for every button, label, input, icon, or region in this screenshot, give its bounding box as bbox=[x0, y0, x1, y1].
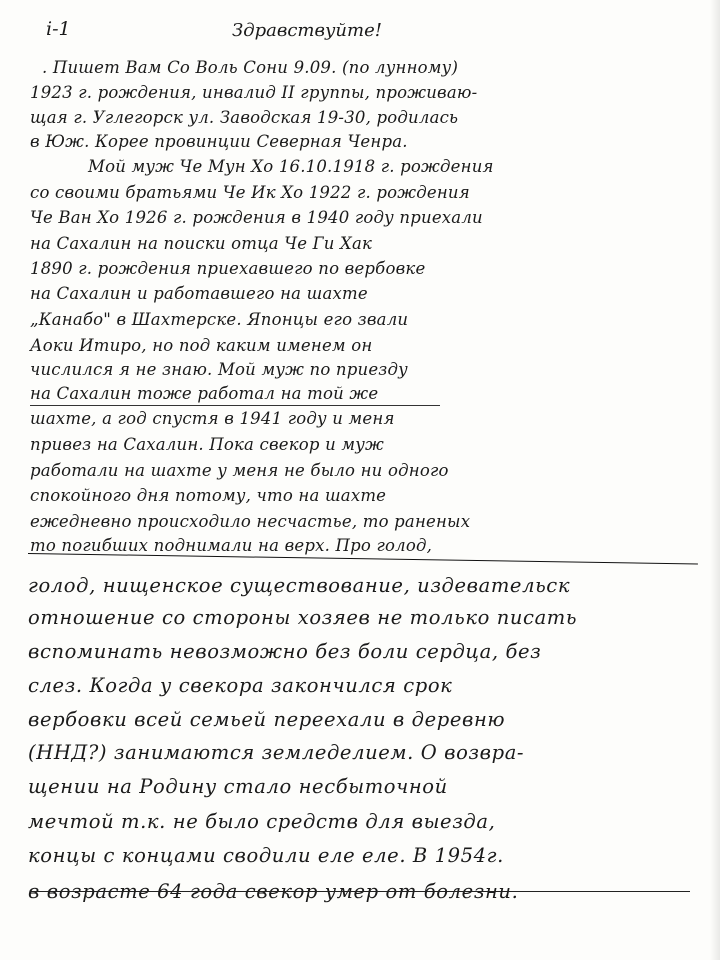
letter-line: Че Ван Хо 1926 г. рождения в 1940 году приехали bbox=[30, 208, 483, 227]
letter-line: концы с концами сводили еле еле. В 1954г. bbox=[28, 844, 504, 867]
letter-line: шахте, а год спустя в 1941 году и меня bbox=[30, 409, 395, 428]
letter-line: (ННД?) занимаются земледелием. О возвра- bbox=[28, 741, 525, 764]
letter-line: „Канабо" в Шахтерске. Японцы его звали bbox=[30, 310, 409, 329]
page-number: i-1 bbox=[46, 18, 71, 40]
letter-line: на Сахалин и работавшего на шахте bbox=[30, 284, 368, 303]
letter-line: спокойного дня потому, что на шахте bbox=[30, 486, 387, 505]
letter-line: 1890 г. рождения приехавшего по вербовке bbox=[30, 259, 426, 278]
letter-line: мечтой т.к. не было средств для выезда, bbox=[28, 810, 496, 833]
letter-line: слез. Когда у свекора закончился срок bbox=[28, 674, 453, 697]
letter-line: в возрасте 64 года свекор умер от болезни. bbox=[28, 880, 519, 903]
letter-line: щая г. Углегорск ул. Заводская 19-30, родилась bbox=[30, 108, 459, 127]
letter-line: то погибших поднимали на верх. Про голод, bbox=[30, 536, 433, 555]
letter-line: работали на шахте у меня не было ни одного bbox=[30, 461, 449, 480]
letter-line: голод, нищенское существование, издевательск bbox=[28, 574, 571, 597]
letter-line: ежедневно происходило несчастье, то раненых bbox=[30, 512, 471, 531]
letter-line: на Сахалин на поиски отца Че Ги Хак bbox=[30, 234, 373, 253]
letter-line: щении на Родину стало несбыточной bbox=[28, 775, 448, 798]
handwritten-underline bbox=[30, 405, 440, 406]
letter-line: числился я не знаю. Мой муж по приезду bbox=[30, 360, 408, 379]
letter-line: со своими братьями Че Ик Хо 1922 г. рождения bbox=[30, 183, 470, 202]
letter-line: . Пишет Вам Со Воль Сони 9.09. (по лунному) bbox=[42, 58, 459, 77]
letter-line: привез на Сахалин. Пока свекор и муж bbox=[30, 435, 385, 454]
letter-line: на Сахалин тоже работал на той же bbox=[30, 384, 379, 403]
letter-greeting: Здравствуйте! bbox=[232, 20, 382, 41]
letter-line: Мой муж Че Мун Хо 16.10.1918 г. рождения bbox=[88, 157, 494, 176]
letter-line: 1923 г. рождения, инвалид II группы, проживаю- bbox=[30, 83, 478, 102]
letter-line: отношение со стороны хозяев не только писать bbox=[28, 606, 578, 629]
letter-line: вспоминать невозможно без боли сердца, без bbox=[28, 640, 542, 663]
strikethrough-line bbox=[30, 891, 690, 892]
letter-line: в Юж. Корее провинции Северная Ченра. bbox=[30, 132, 408, 151]
letter-line: Аоки Итиро, но под каким именем он bbox=[30, 336, 373, 355]
page-edge-shadow bbox=[710, 0, 720, 960]
letter-line: вербовки всей семьей переехали в деревню bbox=[28, 708, 506, 731]
